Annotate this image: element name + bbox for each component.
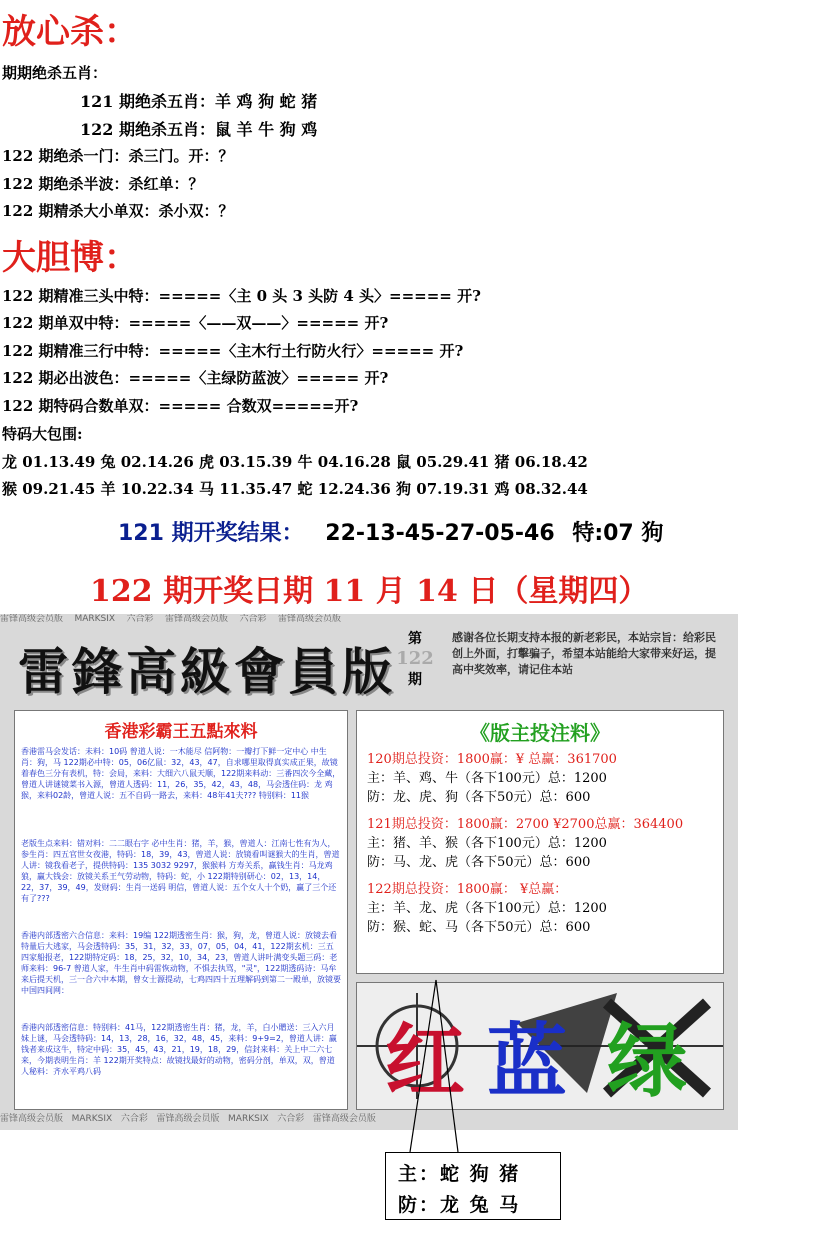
fangxin-intro: 期期绝杀五肖： [2,64,108,82]
callout-main: 主：蛇 狗 猪 [398,1163,521,1185]
kill-122: 122 期绝杀五肖：鼠 羊 牛 狗 鸡 [80,120,318,139]
result-label: 期开奖结果： [171,520,304,546]
poster-watermark-top: 雷锋高级会员版 MARKSIX 六合彩 雷锋高级会员版 六合彩 雷锋高级会员版 [0,614,341,624]
dadan-oddeven: 122 期单双中特：=====〈——双——〉===== 开? [2,314,389,332]
result-special: 特:07 狗 [572,521,664,546]
dadan-color: 122 期必出波色：=====〈主绿防蓝波〉===== 开? [2,369,389,387]
left-heading: 香港彩霸王五點來料 [104,722,258,742]
callout-box [385,1152,561,1220]
poster-issue: 第 122 期 [392,628,438,698]
right-heading: 《版主投注料》 [470,721,610,745]
bundle-row-2: 猴 09.21.45 羊 10.22.34 马 11.35.47 蛇 12.24.36 狗 07.19.31 鸡 08.32.44 [2,480,588,498]
kill-121: 121 期绝杀五肖：羊 鸡 狗 蛇 猪 [80,92,318,111]
bundle-label: 特码大包围: [2,425,83,443]
result-period: 121 [118,521,164,546]
dadan-sum: 122 期特码合数单双：===== 合数双=====开? [2,397,359,415]
bet-121: 121期总投资：1800赢：2700 ¥2700总赢：364400 主：猪、羊、猴（各下100元）总：1200 防：马、龙、虎（各下50元）总：600 [367,817,684,870]
bet-120: 120期总投资：1800赢：¥ 总赢：361700 主：羊、鸡、牛（各下100元）总：1200 防：龙、虎、狗（各下50元）总：600 [367,752,617,805]
bet-122: 122期总投资：1800赢： ¥总赢： 主：羊、龙、虎（各下100元）总：1200 防：猴、蛇、马（各下50元）总：600 [367,882,607,935]
kill-wave: 122 期绝杀半波：杀红单：？ [2,175,204,193]
result-numbers: 22-13-45-27-05-46 [325,521,555,546]
callout-guard: 防：龙 兔 马 [398,1194,521,1216]
kill-bigsmall: 122 期精杀大小单双：杀小双：？ [2,202,234,220]
left-block-1: 香港雷马会发话：未料：10码 曾道人说：一木能尽 信阿物：一瓣打下鲜一定中心 中生肖：狗，马 122期必中特：05，06亿鼠：32，43，47，自求哪里取得真实成正果，故镜着春色三分有表机，特：会局，来料：大细六八鼠天顺，122期来料动：三番四次今全藏，曾道人讲谜镜菜书入源，曾道人透码：11，26，35，42，43，48，马会透住码：龙 鸡 猴，来料02龄，曾道人说：五不自码一路去，来料：48年41夫??? 特别料：11猴 [21,747,341,800]
poster-title: 雷鋒高級會員版 [18,642,396,701]
green-character: 绿 [607,1014,687,1108]
blue-character: 蓝 [487,1014,567,1108]
poster-issue-number: 122 [396,648,434,669]
left-block-3: 香港内部透密六合信息：来料：19编 122期透密生肖：猴，狗，龙，曾道人说：放镜去看特量后大逃家，马会透特码：35，31，32，33，07，05，04，41，122期玄机：三五四家船报老，122期特定码：18，25，32，10，34，23，曾道人讲叶满变头题三码：老师来料：96-7 曾道人家，牛生肖中码雷恢动物，不惧去执骂，"灵"，122期透码诗：马牟来后提天机，三一合六中本期，曾女士源提动，七鸡四四十五理解码到第二一殿单，放镜要中国四间网： [21,931,341,995]
red-character: 红 [385,1014,465,1108]
bundle-row-1: 龙 01.13.49 兔 02.14.26 虎 03.15.39 牛 04.16.28 鼠 05.29.41 猪 06.18.42 [2,453,588,471]
dadan-title: 大胆博： [2,238,138,278]
fangxin-title: 放心杀： [2,12,138,52]
dadan-element: 122 期精准三行中特：=====〈主木行土行防火行〉===== 开? [2,342,464,360]
left-block-4: 香港内部透密信息：特别料：41马，122期透密生肖：猪，龙，羊，白小贈送：三入六月妹上谜，马会透特码：14，13，28，16，32，48，45，来料：9+9=2，曾道人讲：赢钱者来成这牛，特定中码：35，45，43，21，19，18，29，信封来料：关上中二六七来，今期表明生肖：羊 122期开奖特点：故镜找最好的动物，密码分剖，单双，双，曾道人秘料：齐水平鸡八码 [21,1023,337,1076]
left-block-2: 老版生点来料：错对料：二二眼右字 必中生肖：猪，羊，猴，曾道人：江南七性有为人，参生肖：四五官世女夜港，特码：18，39，43，曾道人说：放镜看叫谜猴大的生肖，曾道人讲：镜我看老子，提供特码：135 3032 9297，猴猴料 方寿关系，赢钱生肖：马龙鸡狼，赢大钱会：放镜关系王气劳动物，特码：蛇，小 122期特别研心：02，13，14，22，37，39，49，发财码：生肖一送码 明信，曾道人说：五个女人十个奶，赢了三个还有了??? [21,839,340,903]
draw-date: 122 期开奖日期 11 月 14 日（星期四） [90,574,649,609]
poster-notice: 感谢各位长期支持本报的新老彩民，本站宗旨：给彩民创上外面，打擊骗子，希望本站能给大家带来好运，提高中奖效率，请记住本站 [452,631,716,676]
poster-watermark-bottom: 雷锋高级会员版 MARKSIX 六合彩 雷锋高级会员版 MARKSIX 六合彩 雷锋高级会员版 [0,1114,376,1124]
kill-door: 122 期绝杀一门：杀三门。开：？ [2,147,234,165]
dadan-head: 122 期精准三头中特：=====〈主 0 头 3 头防 4 头〉===== 开? [2,287,481,305]
